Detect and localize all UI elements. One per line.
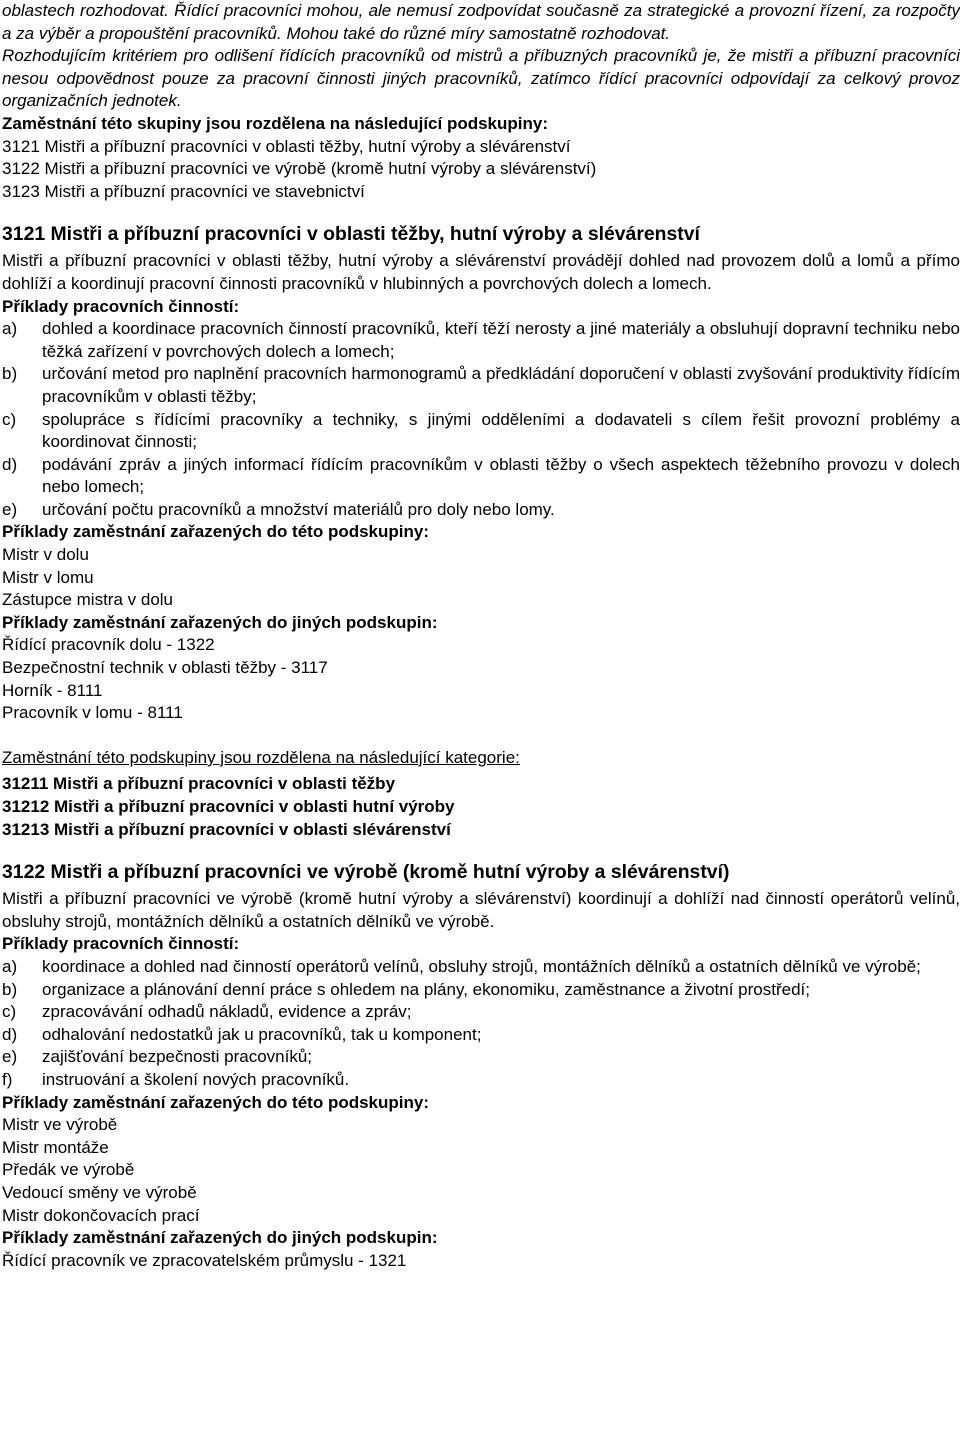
list-item-label: e) [2,499,18,519]
list-item-label: b) [2,364,18,384]
other-item: Řídící pracovník dolu - 1322 [2,635,215,655]
list-item-label: e) [2,1047,18,1067]
list-item-text: zpracovávání odhadů nákladů, evidence a zpráv; [42,1002,412,1022]
example-item: Mistr v lomu [2,567,94,587]
subgroups-list [2,136,960,204]
subgroup-item: 3121 Mistři a příbuzní pracovníci v oblasti těžby, hutní výroby a slévárenství [2,136,571,156]
example-item: Vedoucí směny ve výrobě [2,1182,197,1202]
list-item-text: odhalování nedostatků jak u pracovníků, tak u komponent; [42,1024,482,1044]
list-item [2,956,960,979]
section-description-3122: Mistři a příbuzní pracovníci ve výrobě (kromě hutní výroby a slévárenství) koordinují a dohlíží nad činností operátorů velínů, obsluhy strojů, montážních dělníků a ostatních dělníků ve výrobě. [2,889,960,931]
list-item [2,454,960,499]
list-item-label: a) [2,319,18,339]
categories-heading-3121: Zaměstnání této podskupiny jsou rozdělena na následující kategorie: [2,747,520,767]
other-heading-3122: Příklady zaměstnání zařazených do jiných podskupin: [2,1228,438,1248]
list-item [2,1069,960,1092]
list-item-text: koordinace a dohled nad činností operátorů velínů, obsluhy strojů, montážních dělníků a ostatních dělníků ve výrobě; [42,956,921,976]
example-item: Mistr montáže [2,1137,109,1157]
list-item-text: určování počtu pracovníků a množství materiálů pro doly nebo lomy. [42,499,555,519]
section-title-3122: 3122 Mistři a příbuzní pracovníci ve výrobě (kromě hutní výroby a slévárenství) [2,861,730,884]
list-item [2,1024,960,1047]
list-item-label: c) [2,1002,17,1022]
list-item-label: d) [2,1024,18,1044]
example-item: Mistr dokončovacích prací [2,1205,200,1225]
list-item-text: určování metod pro naplnění pracovních harmonogramů a předkládání doporučení v oblasti zvyšování produktivity řídícím pracovníkům v oblasti těžby; [42,364,960,406]
list-item-text: zajišťování bezpečnosti pracovníků; [42,1047,313,1067]
list-item [2,318,960,363]
list-item-text: organizace a plánování denní práce s ohledem na plány, ekonomiku, zaměstnance a životní prostředí; [42,979,810,999]
activities-heading-3122: Příklady pracovních činností: [2,934,240,954]
list-item [2,409,960,454]
list-item [2,979,960,1002]
list-item-text: podávání zpráv a jiných informací řídícím pracovníkům v oblasti těžby o všech aspektech těžebního provozu v dolech nebo lomech; [42,454,960,497]
other-item: Pracovník v lomu - 8111 [2,703,183,723]
example-item: Mistr ve výrobě [2,1115,118,1135]
list-item-text: dohled a koordinace pracovních činností pracovníků, kteří těží nerosty a jiné materiály a obsluhují dopravní techniku nebo těžká zařízení v povrchových dolech a lomech; [42,319,960,361]
list-item-text: spolupráce s řídícími pracovníky a techniky, s jinými odděleními a dodavateli s cílem řešit provozní problémy a koordinovat činnosti; [42,409,960,452]
list-item [2,1046,960,1069]
list-item-label: a) [2,956,18,976]
activities-heading-3121: Příklady pracovních činností: [2,296,240,316]
subgroup-item: 3122 Mistři a příbuzní pracovníci ve výrobě (kromě hutní výroby a slévárenství) [2,159,597,179]
activities-list-3122 [2,956,960,1092]
other-heading-3121: Příklady zaměstnání zařazených do jiných podskupin: [2,612,438,632]
other-item: Bezpečnostní technik v oblasti těžby - 3117 [2,658,328,678]
example-item: Zástupce mistra v dolu [2,590,174,610]
list-item-label: b) [2,979,18,999]
intro-paragraph-2: Rozhodujícím kritériem pro odlišení řídících pracovníků od mistrů a příbuzných pracovníků je, že mistři a příbuzní pracovníci nesou odpovědnost pouze za pracovní činnosti jiných pracovníků, zatímco řídící pracovníci odpovídají za celkový provoz organizačních jednotek. [2,46,960,111]
list-item-label: f) [2,1069,13,1089]
list-item-text: instruování a školení nových pracovníků. [42,1069,350,1089]
category-item: 31213 Mistři a příbuzní pracovníci v oblasti slévárenství [2,819,451,839]
category-item: 31211 Mistři a příbuzní pracovníci v oblasti těžby [2,774,396,794]
other-item: Horník - 8111 [2,680,103,700]
category-item: 31212 Mistři a příbuzní pracovníci v oblasti hutní výroby [2,797,455,816]
other-item: Řídící pracovník ve zpracovatelském průmyslu - 1321 [2,1250,407,1270]
examples-heading-3121: Příklady zaměstnání zařazených do této podskupiny: [2,522,429,542]
list-item [2,363,960,408]
examples-heading-3122: Příklady zaměstnání zařazených do této podskupiny: [2,1092,429,1112]
section-title-3121: 3121 Mistři a příbuzní pracovníci v oblasti těžby, hutní výroby a slévárenství [2,223,700,246]
activities-list-3121 [2,318,960,521]
subgroups-heading: Zaměstnání této skupiny jsou rozdělena na následující podskupiny: [2,113,548,133]
list-item [2,499,960,522]
subgroup-item: 3123 Mistři a příbuzní pracovníci ve stavebnictví [2,181,365,201]
example-item: Předák ve výrobě [2,1160,135,1180]
intro-paragraph-1: oblastech rozhodovat. Řídící pracovníci mohou, ale nemusí zodpovídat současně za strategické a provozní řízení, za rozpočty a za výběr a propouštění pracovníků. Mohou také do různé míry samostatně rozhodovat. [2,1,960,43]
list-item-label: c) [2,409,17,429]
list-item [2,1001,960,1024]
list-item-label: d) [2,454,18,474]
example-item: Mistr v dolu [2,545,89,565]
section-description-3121: Mistři a příbuzní pracovníci v oblasti těžby, hutní výroby a slévárenství provádějí dohled nad provozem dolů a lomů a přímo dohlíží a koordinují pracovní činnosti pracovníků v hlubinných a povrchových dolech a lomech. [2,251,960,293]
